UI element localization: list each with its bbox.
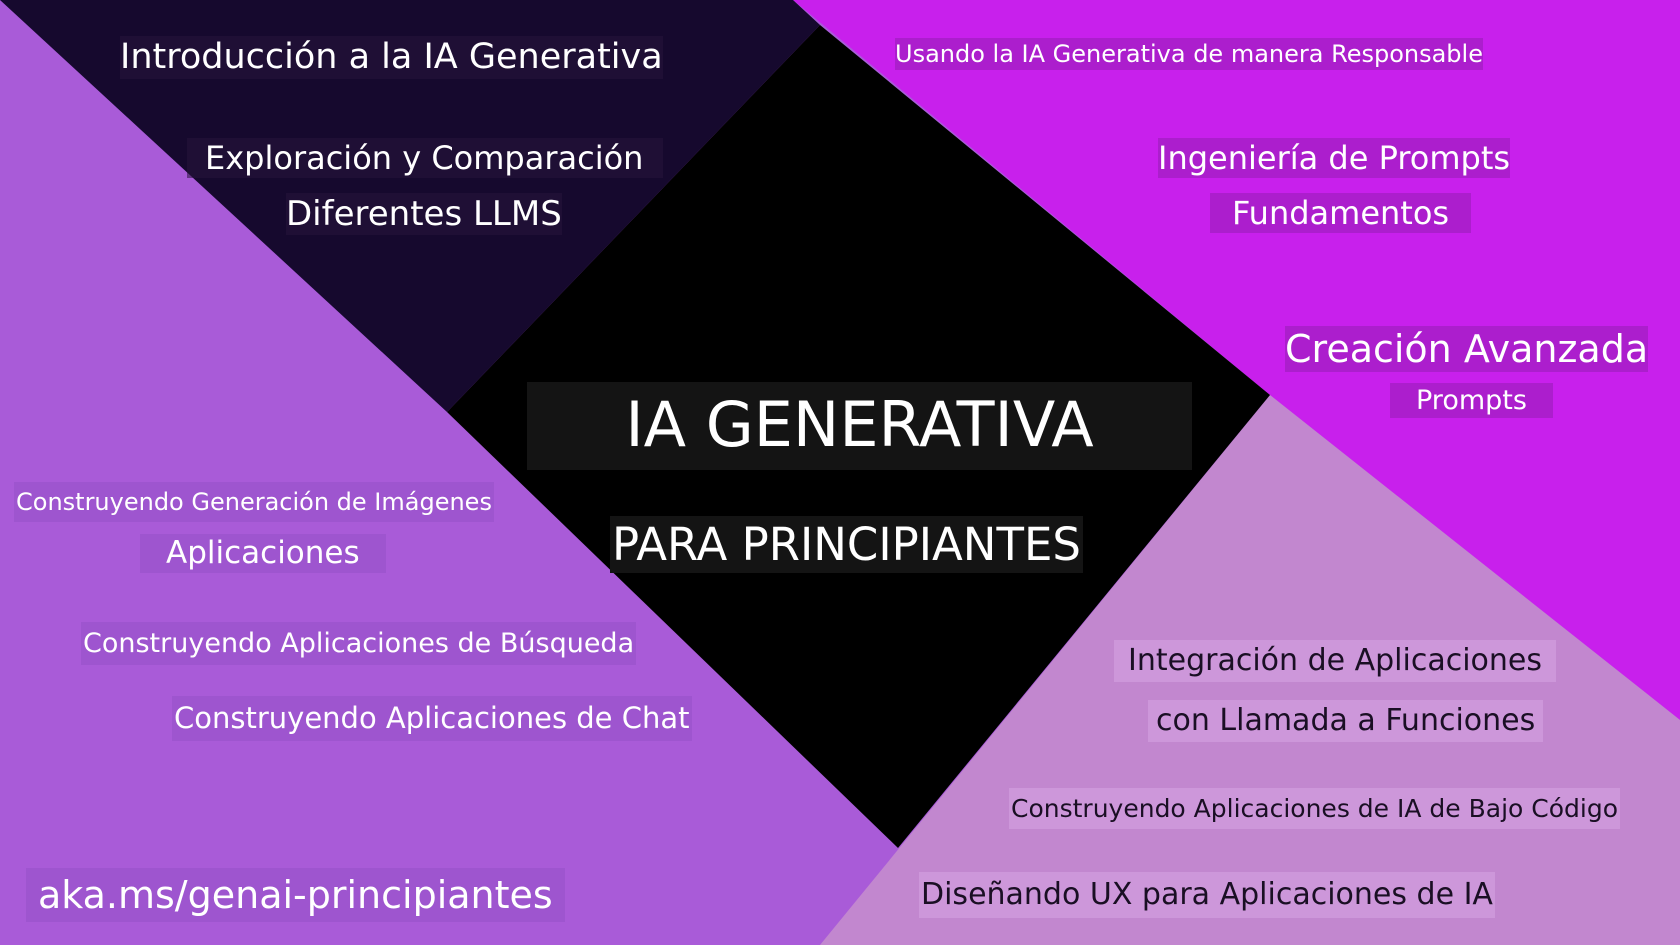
lesson-responsible[interactable]: Usando la IA Generativa de manera Responsable: [895, 40, 1483, 68]
lesson-search[interactable]: Construyendo Aplicaciones de Búsqueda: [81, 622, 636, 665]
lesson-image-line2[interactable]: Aplicaciones: [140, 534, 386, 573]
lesson-intro[interactable]: Introducción a la IA Generativa: [120, 37, 663, 77]
lesson-image-line1[interactable]: Construyendo Generación de Imágenes: [14, 482, 494, 522]
lesson-prompt-line1[interactable]: Ingeniería de Prompts: [1158, 139, 1511, 177]
lesson-functions-line1[interactable]: Integración de Aplicaciones: [1114, 640, 1556, 682]
lesson-lowcode[interactable]: Construyendo Aplicaciones de IA de Bajo Código: [1009, 788, 1620, 829]
lesson-chat[interactable]: Construyendo Aplicaciones de Chat: [172, 696, 692, 741]
course-link[interactable]: aka.ms/genai-principiantes: [26, 868, 565, 922]
lesson-functions-line2[interactable]: con Llamada a Funciones: [1148, 700, 1543, 742]
lesson-explore-line2[interactable]: Diferentes LLMS: [286, 194, 562, 234]
center-title: IA GENERATIVA: [527, 382, 1192, 470]
lesson-prompt-line2[interactable]: Fundamentos: [1210, 193, 1471, 233]
lesson-ux[interactable]: Diseñando UX para Aplicaciones de IA: [919, 872, 1495, 918]
lesson-advanced-line1[interactable]: Creación Avanzada: [1285, 327, 1649, 371]
lesson-explore-line1[interactable]: Exploración y Comparación: [187, 138, 663, 178]
lesson-advanced-line2[interactable]: Prompts: [1390, 383, 1553, 418]
center-subtitle: PARA PRINCIPIANTES: [612, 518, 1081, 571]
